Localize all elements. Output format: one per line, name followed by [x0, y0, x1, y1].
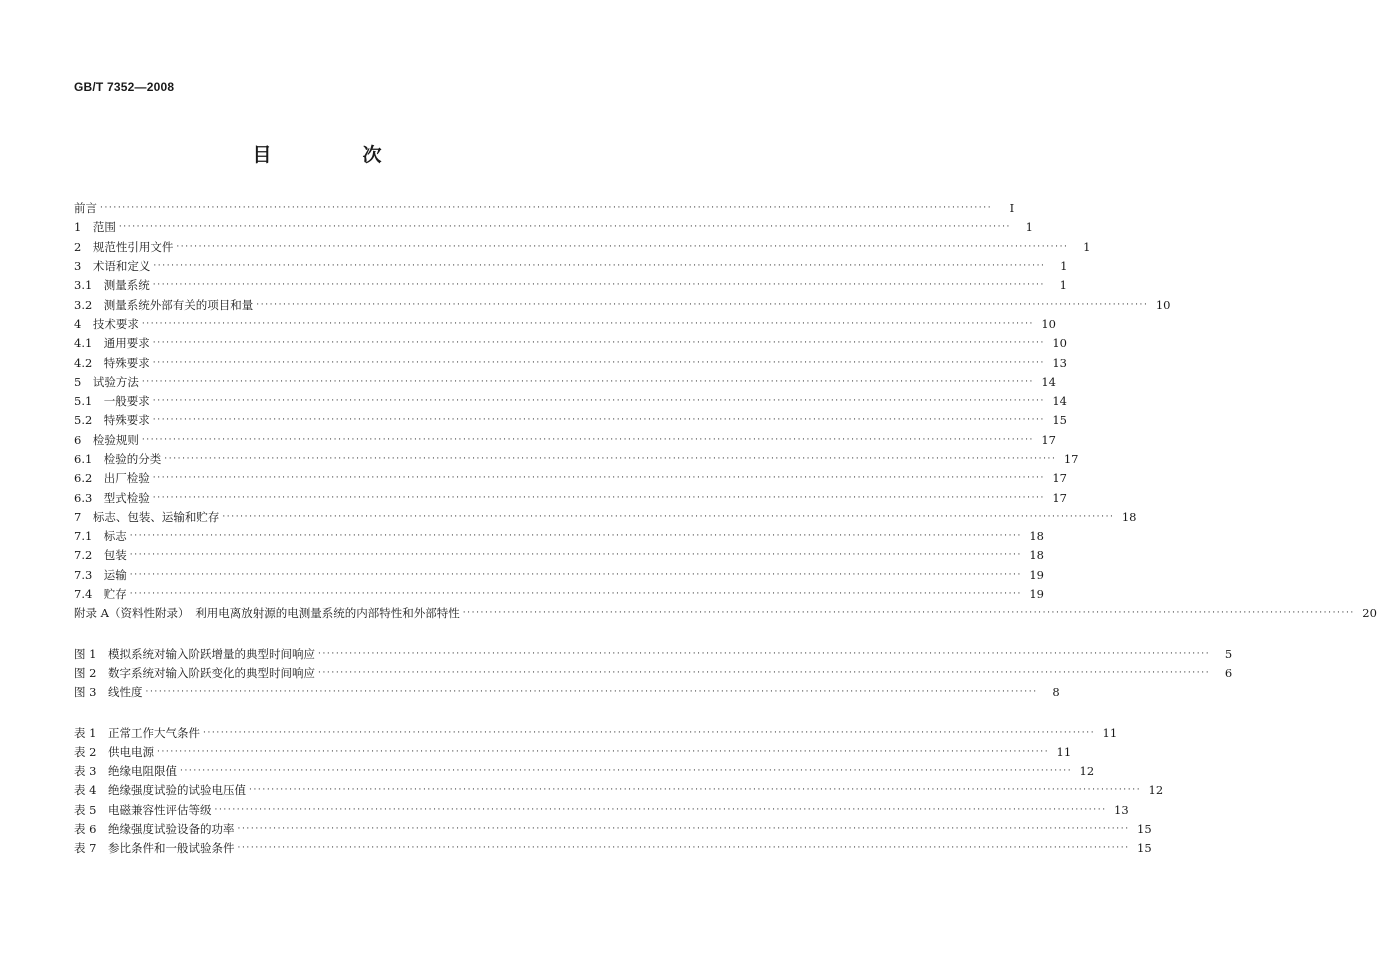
toc-entry-page: 18 [1029, 548, 1044, 563]
toc-entry-page: 15 [1137, 841, 1152, 856]
toc-entry-page: 5 [1224, 646, 1233, 661]
toc-entry-page: 1 [1025, 220, 1033, 235]
toc-entry[interactable] [74, 315, 1056, 334]
toc-leader-dots: ········································································································································································································ [152, 415, 1045, 426]
toc-entry[interactable] [74, 664, 1233, 683]
toc-entry-page: 1 [1059, 278, 1067, 293]
toc-entry-page: 20 [1362, 606, 1377, 621]
toc-entry-label: 4.2 特殊要求 [74, 355, 150, 370]
toc-entry[interactable] [74, 295, 1171, 314]
toc-entry-label: 前言 [74, 201, 97, 216]
toc-entry-page: 17 [1041, 432, 1056, 447]
toc-entry[interactable] [74, 801, 1129, 820]
toc-entry[interactable] [74, 839, 1152, 858]
toc-entry-label: 7.1 标志 [74, 529, 127, 544]
toc-entry[interactable] [74, 488, 1067, 507]
toc-leader-dots: ········································································································································································································ [152, 473, 1045, 484]
toc-entry[interactable] [74, 373, 1056, 392]
toc-entry-page: 1 [1060, 259, 1068, 274]
toc-leader-dots: ········································································································································································································ [164, 454, 1057, 464]
toc-entry-label: 表 5 电磁兼容性评估等级 [74, 802, 212, 817]
toc-leader-dots: ········································································································································································································ [145, 687, 1038, 698]
toc-leader-dots: ········································································································································································································ [152, 357, 1045, 368]
toc-entry-label: 表 4 绝缘强度试验的试验电压值 [74, 783, 246, 798]
toc-entry[interactable] [74, 604, 1377, 623]
toc-leader-dots: ········································································································································································································ [141, 434, 1034, 445]
toc-leader-dots: ········································································································································································································ [214, 804, 1107, 815]
toc-entry[interactable] [74, 527, 1044, 546]
toc-entry-page: 10 [1041, 316, 1056, 331]
toc-entry-label: 4 技术要求 [74, 316, 139, 331]
toc-leader-dots: ········································································································································································································ [317, 648, 1211, 659]
toc-entry-page: 19 [1029, 567, 1044, 582]
toc-entry-label: 6 检验规则 [74, 432, 139, 447]
toc-entry-page: 14 [1041, 374, 1056, 389]
toc-entry-label: 附录 A（资料性附录） 利用电离放射源的电测量系统的内部特性和外部特性 [74, 606, 460, 621]
toc-entry-label: 3.2 测量系统外部有关的项目和量 [74, 297, 254, 312]
toc-entry[interactable] [74, 723, 1118, 742]
toc-entry-page: 11 [1102, 725, 1118, 740]
toc-entry[interactable] [74, 566, 1044, 585]
toc-entry-page: 12 [1148, 783, 1164, 798]
toc-entry-label: 表 6 绝缘强度试验设备的功率 [74, 822, 235, 837]
toc-entry-page: 12 [1079, 764, 1095, 779]
toc-entry-page: 19 [1029, 587, 1044, 602]
toc-leader-dots: ········································································································································································································ [118, 222, 1011, 233]
toc-entry-label: 表 7 参比条件和一般试验条件 [74, 841, 235, 856]
toc-entry[interactable] [74, 508, 1137, 527]
table-of-contents [74, 199, 1377, 859]
toc-leader-dots: ········································································································································································································ [152, 396, 1045, 407]
toc-entry[interactable] [74, 257, 1068, 276]
toc-leader-dots: ········································································································································································································ [141, 318, 1034, 329]
toc-entry-page: 17 [1052, 490, 1067, 505]
toc-entry[interactable] [74, 762, 1095, 781]
toc-leader-dots: ········································································································································································································ [462, 608, 1355, 619]
toc-entry-label: 7.2 包装 [74, 548, 127, 563]
toc-entry-page: Ⅰ [1009, 201, 1015, 216]
toc-entry-label: 6.1 检验的分类 [74, 452, 162, 466]
toc-leader-dots: ········································································································································································································ [152, 492, 1045, 503]
toc-entry-page: 13 [1114, 802, 1129, 817]
toc-entry-page: 8 [1052, 685, 1060, 700]
toc-leader-dots: ········································································································································································································ [222, 511, 1115, 522]
toc-entry-page: 18 [1029, 529, 1044, 544]
toc-entry-page: 18 [1121, 509, 1137, 524]
toc-entry[interactable] [74, 820, 1152, 839]
toc-entry[interactable] [74, 743, 1072, 762]
toc-entry-label: 6.3 型式检验 [74, 490, 150, 505]
toc-entry-label: 4.1 通用要求 [74, 336, 150, 351]
toc-entry[interactable] [74, 392, 1067, 411]
toc-entry[interactable] [74, 199, 1015, 218]
toc-leader-dots: ········································································································································································································ [248, 785, 1142, 796]
toc-entry[interactable] [74, 353, 1067, 372]
toc-entry-label: 5 试验方法 [74, 374, 139, 389]
toc-leader-dots: ········································································································································································································ [179, 766, 1073, 777]
toc-leader-dots: ········································································································································································································ [129, 589, 1022, 600]
toc-entry-label: 表 3 绝缘电阻限值 [74, 764, 177, 779]
toc-entry-page: 1 [1083, 239, 1091, 254]
toc-leader-dots: ········································································································································································································ [152, 280, 1045, 291]
section-gap [74, 702, 612, 723]
toc-leader-dots: ········································································································································································································ [237, 843, 1130, 854]
toc-leader-dots: ········································································································································································································ [156, 746, 1050, 757]
toc-entry-label: 5.2 特殊要求 [74, 413, 150, 428]
toc-entry[interactable] [74, 645, 1233, 664]
toc-leader-dots: ········································································································································································································ [129, 569, 1022, 580]
toc-entry-label: 6.2 出厂检验 [74, 471, 150, 486]
toc-entry-page: 6 [1224, 665, 1233, 680]
toc-entry-label: 3.1 测量系统 [74, 278, 150, 293]
toc-entry[interactable] [74, 450, 1079, 469]
toc-entry-page: 10 [1052, 336, 1067, 351]
toc-entry[interactable] [74, 546, 1044, 565]
toc-leader-dots: ········································································································································································································ [129, 550, 1022, 561]
toc-entry-label: 7 标志、包装、运输和贮存 [74, 509, 220, 524]
toc-entry-page: 14 [1052, 394, 1067, 409]
toc-leader-dots: ········································································································································································································ [317, 667, 1211, 678]
toc-entry-label: 图 3 线性度 [74, 685, 143, 700]
toc-entry-label: 3 术语和定义 [74, 259, 151, 274]
toc-entry[interactable] [74, 276, 1067, 295]
toc-leader-dots: ········································································································································································································ [153, 261, 1046, 272]
toc-entry[interactable] [74, 431, 1056, 450]
toc-leader-dots: ········································································································································································································ [237, 824, 1130, 835]
toc-entry[interactable] [74, 781, 1164, 800]
toc-entry-label: 表 2 供电电源 [74, 744, 154, 759]
toc-leader-dots: ········································································································································································································ [152, 338, 1045, 349]
toc-entry[interactable] [74, 238, 1091, 257]
toc-entry-page: 17 [1063, 452, 1079, 466]
toc-entry-label: 5.1 一般要求 [74, 394, 150, 409]
toc-entry[interactable] [74, 469, 1067, 488]
toc-entry-label: 图 1 模拟系统对输入阶跃增量的典型时间响应 [74, 646, 315, 661]
toc-entry[interactable] [74, 411, 1067, 430]
toc-entry[interactable] [74, 585, 1044, 604]
standard-code: GB/T 7352—2008 [74, 80, 175, 94]
toc-entry-page: 15 [1052, 413, 1067, 428]
section-gap [74, 624, 612, 645]
toc-entry-page: 17 [1052, 471, 1067, 486]
toc-entry-label: 1 范围 [74, 220, 116, 235]
toc-entry-label: 7.4 贮存 [74, 587, 127, 602]
toc-leader-dots: ········································································································································································································ [176, 241, 1069, 252]
toc-leader-dots: ········································································································································································································ [100, 203, 993, 214]
toc-leader-dots: ········································································································································································································ [256, 299, 1149, 310]
toc-entry-label: 2 规范性引用文件 [74, 239, 174, 254]
toc-leader-dots: ········································································································································································································ [202, 727, 1096, 738]
toc-entry-page: 11 [1056, 744, 1072, 759]
toc-entry-page: 13 [1052, 355, 1067, 370]
toc-entry[interactable] [74, 683, 1060, 702]
toc-entry-page: 10 [1155, 297, 1171, 312]
toc-leader-dots: ········································································································································································································ [129, 531, 1022, 542]
toc-entry[interactable] [74, 334, 1067, 353]
toc-leader-dots: ········································································································································································································ [141, 376, 1034, 387]
page-title: 目 次 [252, 144, 418, 166]
toc-entry-page: 15 [1137, 822, 1152, 837]
toc-entry-label: 图 2 数字系统对输入阶跃变化的典型时间响应 [74, 665, 315, 680]
toc-entry-label: 7.3 运输 [74, 567, 127, 582]
toc-entry[interactable] [74, 218, 1033, 237]
toc-entry-label: 表 1 正常工作大气条件 [74, 725, 200, 740]
